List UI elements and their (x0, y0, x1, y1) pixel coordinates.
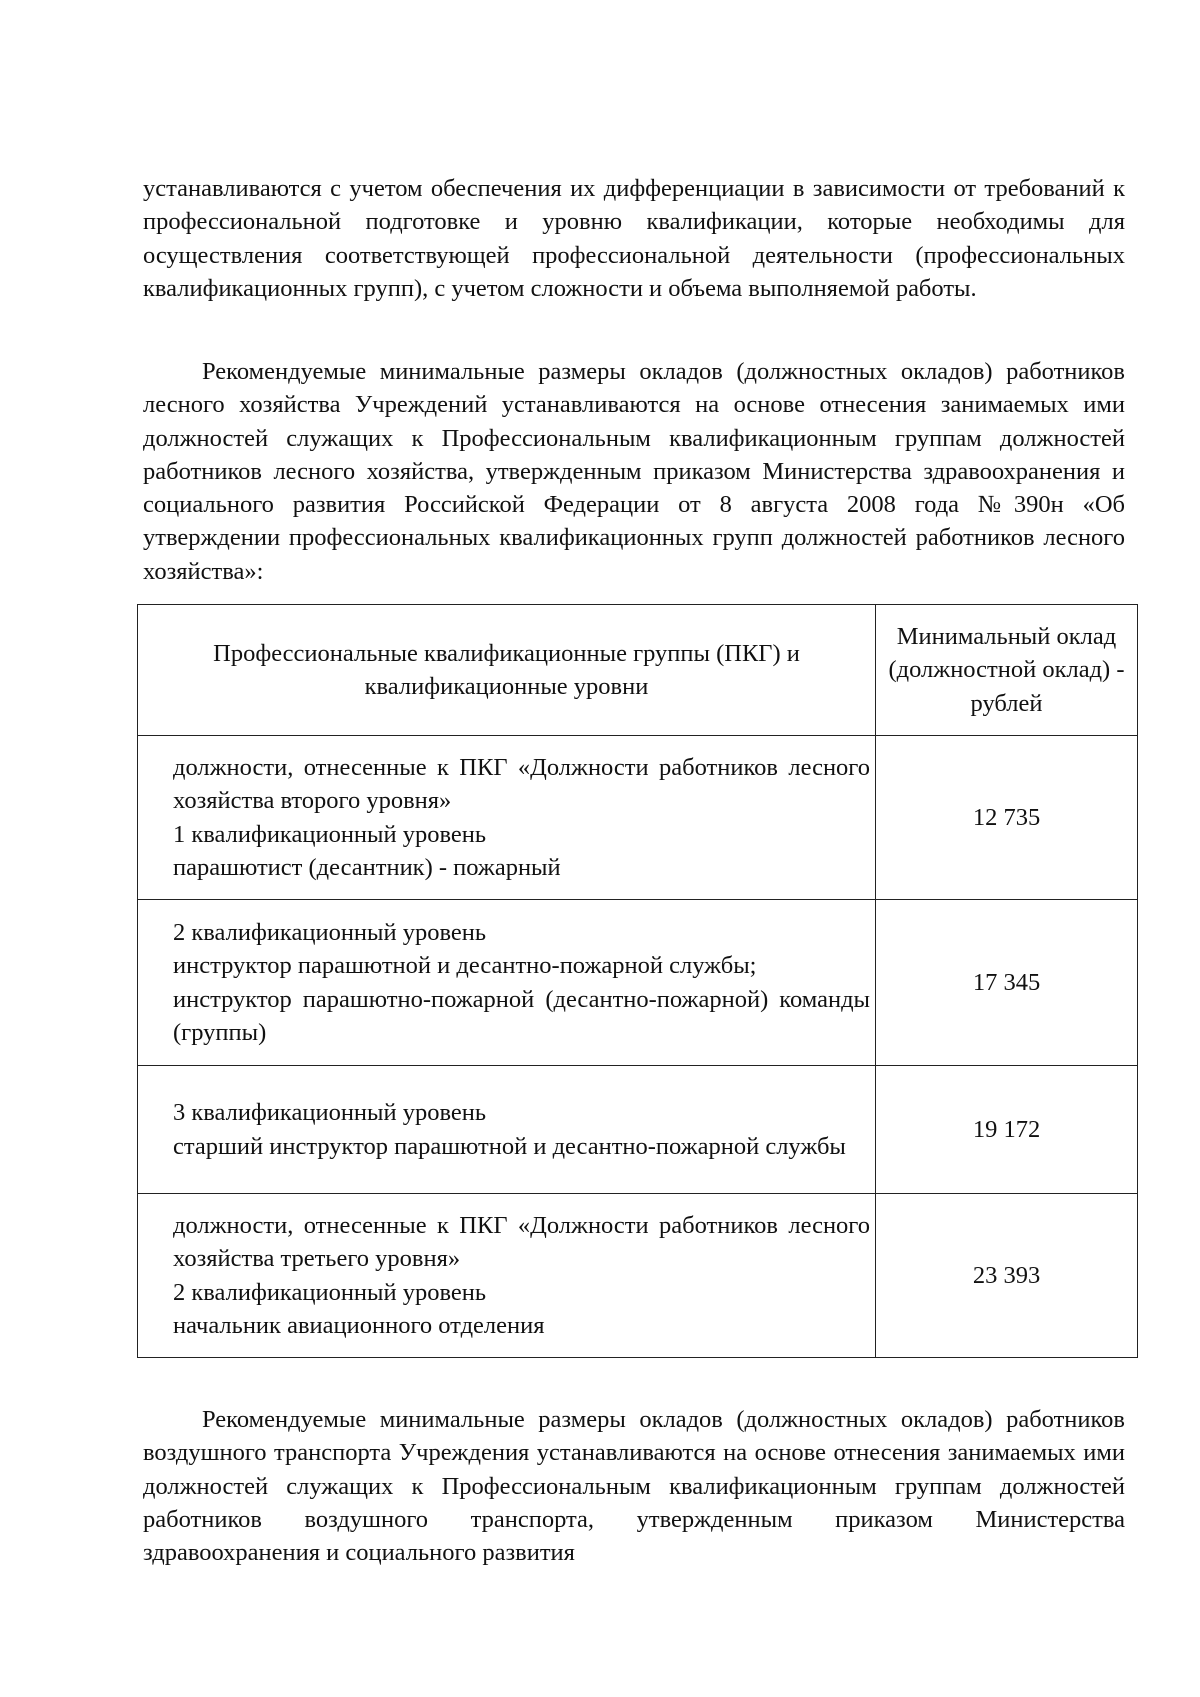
paragraph-intro: устанавливаются с учетом обеспечения их дифференциации в зависимости от требований к профессиональной подготовке и уровню квалификации, которые необходимы для осуществления соответствующей профессиональной деятельности (профессиональных квалификационных групп), с учетом сложности и объема выполняемой работы. (143, 175, 1125, 302)
row-line: инструктор парашютной и десантно-пожарной службы; (173, 952, 757, 980)
row-salary: 12 735 (876, 736, 1138, 900)
row-salary: 19 172 (876, 1066, 1138, 1194)
row-salary: 23 393 (876, 1194, 1138, 1358)
row-line: начальник авиационного отделения (173, 1311, 545, 1339)
row-line: должности, отнесенные к ПКГ «Должности работников лесного хозяйства второго уровня» (173, 753, 870, 815)
row-salary: 17 345 (876, 900, 1138, 1066)
table-row (138, 1066, 1138, 1194)
table-row (138, 1194, 1138, 1358)
row-description (138, 900, 876, 1066)
table-row (138, 900, 1138, 1066)
table-row (138, 736, 1138, 900)
row-description (138, 1194, 876, 1358)
paragraph-forestry: Рекомендуемые минимальные размеры окладов (должностных окладов) работников лесного хозяйства Учреждений устанавливаются на основе отнесения занимаемых ими должностей служащих к Профессиональным квалификационным группам должностей работников лесного хозяйства, утвержденным приказом Министерства здравоохранения и социального развития Российской Федерации от 8 августа 2008 года №390н «Об утверждении профессиональных квалификационных групп должностей работников лесного хозяйства»: (143, 358, 1125, 585)
header-salary: Минимальный оклад (должностной оклад) - рублей (876, 605, 1138, 736)
row-line: 1 квалификационный уровень (173, 820, 487, 848)
row-line: парашютист (десантник) - пожарный (173, 853, 561, 881)
salary-table (137, 604, 1138, 1358)
paragraph-air-transport: Рекомендуемые минимальные размеры окладов (должностных окладов) работников воздушного транспорта Учреждения устанавливаются на основе отнесения занимаемых ими должностей служащих к Профессиональным квалификационным группам должностей работников воздушного транспорта, утвержденным приказом Министерства здравоохранения и социального развития (143, 1406, 1125, 1567)
table-header-row (138, 605, 1138, 736)
row-description (138, 1066, 876, 1194)
row-line: 3 квалификационный уровень (173, 1099, 487, 1127)
row-line: старший инструктор парашютной и десантно-пожарной службы (173, 1132, 846, 1160)
row-description (138, 736, 876, 900)
header-groups: Профессиональные квалификационные группы (ПКГ) и квалификационные уровни (138, 605, 876, 736)
row-line: 2 квалификационный уровень (173, 918, 487, 946)
row-line: 2 квалификационный уровень (173, 1278, 487, 1306)
row-line: инструктор парашютно-пожарной (десантно-пожарной) команды (группы) (173, 985, 870, 1046)
row-line: должности, отнесенные к ПКГ «Должности работников лесного хозяйства третьего уровня» (173, 1211, 870, 1273)
